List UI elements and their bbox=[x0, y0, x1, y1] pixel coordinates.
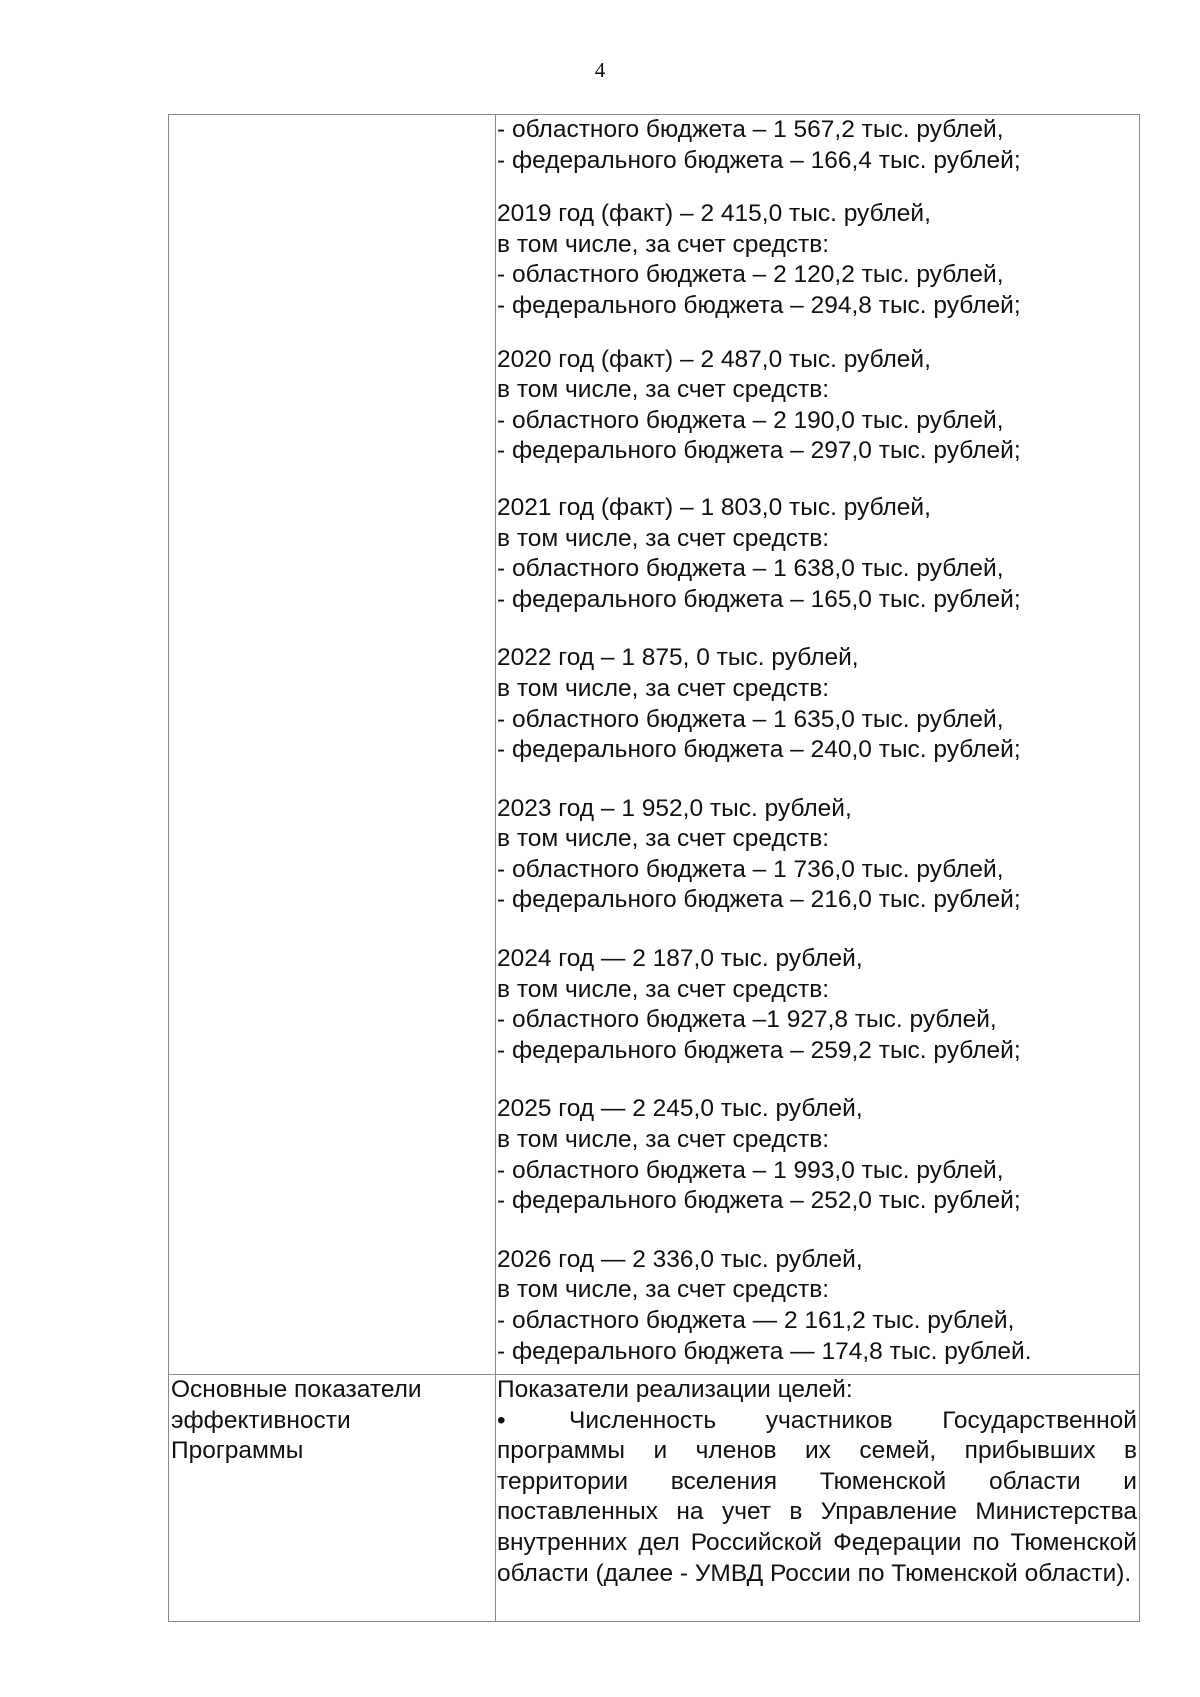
indicators-label-cell bbox=[169, 1375, 496, 1622]
indicator-bullet-item bbox=[496, 1406, 1139, 1590]
year-sub-line: в том числе, за счет средств: bbox=[497, 1126, 830, 1154]
year-total-line: 2020 год (факт) – 2 487,0 тыс. рублей, bbox=[497, 345, 931, 373]
federal-budget-line: - федерального бюджета – 240,0 тыс. рублей; bbox=[497, 736, 1021, 764]
year-sub-line: в том числе, за счет средств: bbox=[497, 230, 830, 258]
year-total-line: 2025 год — 2 245,0 тыс. рублей, bbox=[497, 1095, 863, 1123]
regional-budget-line: - областного бюджета — 2 161,2 тыс. рублей, bbox=[497, 1307, 1015, 1334]
funding-year-2026 bbox=[496, 1245, 1139, 1367]
indicators-label-line: Основные показатели bbox=[171, 1376, 422, 1403]
regional-budget-line: - областного бюджета – 1 993,0 тыс. рублей, bbox=[497, 1156, 1004, 1184]
indicators-label-line: эффективности bbox=[171, 1406, 351, 1434]
regional-budget-line: - областного бюджета –1 927,8 тыс. рублей, bbox=[497, 1006, 997, 1034]
funding-year-2023 bbox=[496, 794, 1139, 916]
program-passport-table bbox=[168, 114, 1140, 1622]
year-total-line: 2021 год (факт) – 1 803,0 тыс. рублей, bbox=[497, 493, 931, 521]
regional-budget-line: - областного бюджета – 1 736,0 тыс. рублей, bbox=[497, 855, 1004, 883]
funding-year-2021 bbox=[496, 493, 1139, 615]
federal-budget-line: - федерального бюджета — 174,8 тыс. рублей. bbox=[497, 1337, 1032, 1365]
year-sub-line: в том числе, за счет средств: bbox=[497, 376, 830, 404]
indicators-label-line: Программы bbox=[171, 1437, 304, 1465]
indicators-row bbox=[169, 1375, 1140, 1622]
regional-budget-line: - областного бюджета – 2 120,2 тыс. рублей, bbox=[497, 261, 1004, 289]
year-sub-line: в том числе, за счет средств: bbox=[497, 825, 830, 853]
regional-budget-line: - областного бюджета – 1 567,2 тыс. рублей, bbox=[497, 116, 1004, 143]
year-total-line: 2024 год — 2 187,0 тыс. рублей, bbox=[497, 945, 863, 973]
year-sub-line: в том числе, за счет средств: bbox=[497, 674, 830, 702]
indicators-heading: Показатели реализации целей: bbox=[497, 1376, 853, 1403]
funding-year-2022 bbox=[496, 643, 1139, 765]
funding-year-2024 bbox=[496, 944, 1139, 1066]
year-total-line: 2023 год – 1 952,0 тыс. рублей, bbox=[497, 794, 852, 822]
year-total-line: 2019 год (факт) – 2 415,0 тыс. рублей, bbox=[497, 200, 931, 228]
federal-budget-line: - федерального бюджета – 297,0 тыс. рублей; bbox=[497, 437, 1021, 465]
year-total-line: 2026 год — 2 336,0 тыс. рублей, bbox=[497, 1245, 863, 1273]
year-sub-line: в том числе, за счет средств: bbox=[497, 524, 830, 552]
indicators-value-cell bbox=[496, 1375, 1140, 1622]
funding-year-2020 bbox=[496, 345, 1139, 467]
bullet-marker: • bbox=[497, 1406, 506, 1434]
federal-budget-line: - федерального бюджета – 259,2 тыс. рублей; bbox=[497, 1036, 1021, 1064]
year-sub-line: в том числе, за счет средств: bbox=[497, 975, 830, 1003]
year-total-line: 2022 год – 1 875, 0 тыс. рублей, bbox=[497, 644, 859, 672]
federal-budget-line: - федерального бюджета – 294,8 тыс. рублей; bbox=[497, 291, 1021, 319]
page-number: 4 bbox=[594, 58, 606, 82]
funding-year-2025 bbox=[496, 1094, 1139, 1216]
federal-budget-line: - федерального бюджета – 166,4 тыс. рублей; bbox=[497, 146, 1021, 174]
funding-value-cell bbox=[496, 115, 1140, 1375]
funding-2018-tail bbox=[496, 115, 1139, 176]
funding-label-cell bbox=[169, 115, 496, 1375]
regional-budget-line: - областного бюджета – 1 638,0 тыс. рублей, bbox=[497, 555, 1004, 583]
funding-row bbox=[169, 115, 1140, 1375]
federal-budget-line: - федерального бюджета – 216,0 тыс. рублей; bbox=[497, 886, 1021, 914]
indicator-text: Численность участников Государственной программы и членов их семей, прибывших в территории вселения Тюменской области и поставленных на учет в Управление Министерства внутренних дел Российской Федерации по Тюменской области (далее - УМВД России по Тюменской области). bbox=[497, 1406, 1137, 1587]
year-sub-line: в том числе, за счет средств: bbox=[497, 1276, 830, 1304]
regional-budget-line: - областного бюджета – 2 190,0 тыс. рублей, bbox=[497, 406, 1004, 434]
federal-budget-line: - федерального бюджета – 165,0 тыс. рублей; bbox=[497, 585, 1021, 613]
funding-year-2019 bbox=[496, 199, 1139, 321]
federal-budget-line: - федерального бюджета – 252,0 тыс. рублей; bbox=[497, 1187, 1021, 1215]
regional-budget-line: - областного бюджета – 1 635,0 тыс. рублей, bbox=[497, 705, 1004, 733]
